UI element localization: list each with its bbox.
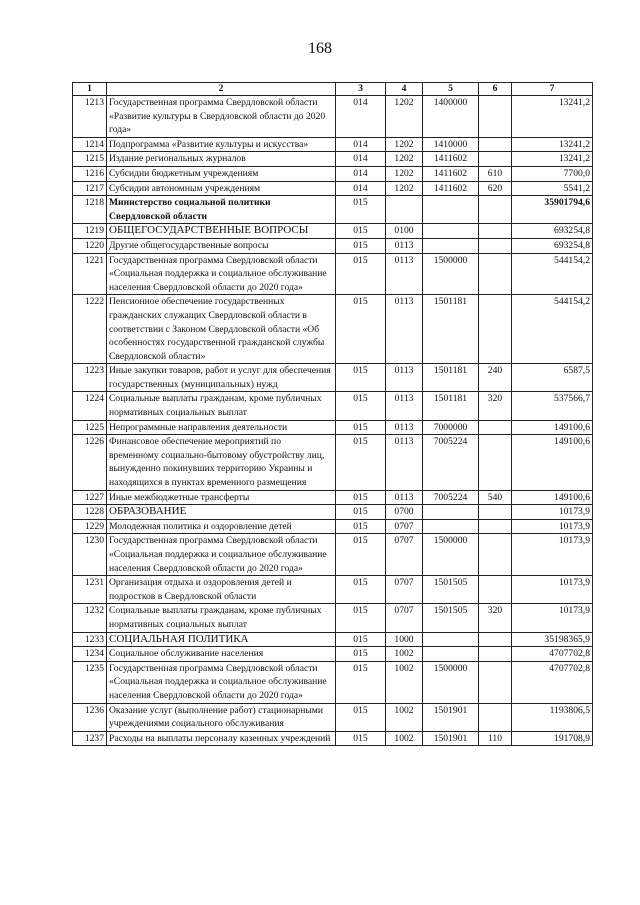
row-section-code: 1202 xyxy=(386,152,423,167)
table-header-row xyxy=(73,83,593,96)
row-section-code: 0113 xyxy=(386,253,423,295)
row-section-code: 0113 xyxy=(386,392,423,420)
row-amount: 1193806,5 xyxy=(512,703,593,731)
row-target-code: 1411602 xyxy=(423,152,479,167)
table-row xyxy=(73,295,593,364)
table-row xyxy=(73,435,593,490)
row-amount: 13241,2 xyxy=(512,152,593,167)
row-target-code: 7005224 xyxy=(423,490,479,505)
table-row xyxy=(73,661,593,703)
row-number: 1226 xyxy=(73,435,107,490)
row-target-code: 1501181 xyxy=(423,364,479,392)
row-number: 1221 xyxy=(73,253,107,295)
row-name: Иные межбюджетные трансферты xyxy=(107,490,336,505)
row-chapter-code: 015 xyxy=(336,364,386,392)
row-amount: 537566,7 xyxy=(512,392,593,420)
row-expense-type-code xyxy=(479,137,512,152)
row-amount: 6587,5 xyxy=(512,364,593,392)
row-target-code: 1410000 xyxy=(423,137,479,152)
column-header-6: 6 xyxy=(479,83,512,96)
row-number: 1215 xyxy=(73,152,107,167)
row-number: 1231 xyxy=(73,576,107,604)
table-row xyxy=(73,152,593,167)
row-target-code: 7000000 xyxy=(423,420,479,435)
row-name: Организация отдыха и оздоровления детей и подростков в Свердловской области xyxy=(107,576,336,604)
row-number: 1227 xyxy=(73,490,107,505)
row-section-code: 1000 xyxy=(386,632,423,647)
row-section-code: 0700 xyxy=(386,505,423,520)
row-number: 1233 xyxy=(73,632,107,647)
row-amount: 10173,9 xyxy=(512,576,593,604)
row-name: Молодежная политика и оздоровление детей xyxy=(107,519,336,534)
row-name: Иные закупки товаров, работ и услуг для обеспечения государственных (муниципальных) нужд xyxy=(107,364,336,392)
row-name: Расходы на выплаты персоналу казенных учреждений xyxy=(107,731,336,746)
row-name: Непрограммные направления деятельности xyxy=(107,420,336,435)
row-target-code: 1411602 xyxy=(423,181,479,196)
row-amount: 693254,8 xyxy=(512,238,593,253)
column-header-1: 1 xyxy=(73,83,107,96)
row-section-code: 0113 xyxy=(386,295,423,364)
table-row xyxy=(73,519,593,534)
row-target-code xyxy=(423,519,479,534)
row-number: 1229 xyxy=(73,519,107,534)
row-expense-type-code: 610 xyxy=(479,166,512,181)
table-row xyxy=(73,534,593,576)
row-number: 1214 xyxy=(73,137,107,152)
row-expense-type-code xyxy=(479,534,512,576)
row-target-code: 7005224 xyxy=(423,435,479,490)
row-name: Государственная программа Свердловской области «Развитие культуры в Свердловской области до 2020 года» xyxy=(107,96,336,138)
row-expense-type-code xyxy=(479,661,512,703)
row-target-code: 1501181 xyxy=(423,392,479,420)
row-chapter-code: 015 xyxy=(336,661,386,703)
table-row xyxy=(73,364,593,392)
column-header-5: 5 xyxy=(423,83,479,96)
row-number: 1237 xyxy=(73,731,107,746)
row-chapter-code: 015 xyxy=(336,238,386,253)
row-name: Издание региональных журналов xyxy=(107,152,336,167)
page-number: 168 xyxy=(308,40,332,57)
table-row xyxy=(73,166,593,181)
row-name: ОБРАЗОВАНИЕ xyxy=(107,505,336,520)
row-expense-type-code xyxy=(479,435,512,490)
row-target-code: 1501901 xyxy=(423,731,479,746)
row-chapter-code: 014 xyxy=(336,152,386,167)
row-number: 1216 xyxy=(73,166,107,181)
row-name: Государственная программа Свердловской области «Социальная поддержка и социальное обслуживание населения Свердловской области до 2020 года» xyxy=(107,253,336,295)
row-chapter-code: 015 xyxy=(336,253,386,295)
row-amount: 544154,2 xyxy=(512,253,593,295)
row-amount: 149100,6 xyxy=(512,490,593,505)
column-header-2: 2 xyxy=(107,83,336,96)
row-name: Социальные выплаты гражданам, кроме публичных нормативных социальных выплат xyxy=(107,604,336,632)
row-target-code: 1501901 xyxy=(423,703,479,731)
row-section-code: 0707 xyxy=(386,576,423,604)
row-number: 1235 xyxy=(73,661,107,703)
row-expense-type-code xyxy=(479,238,512,253)
row-section-code xyxy=(386,196,423,224)
row-name: Социальные выплаты гражданам, кроме публичных нормативных социальных выплат xyxy=(107,392,336,420)
table-row xyxy=(73,703,593,731)
row-chapter-code: 015 xyxy=(336,505,386,520)
row-amount: 10173,9 xyxy=(512,604,593,632)
row-expense-type-code: 320 xyxy=(479,604,512,632)
row-amount: 544154,2 xyxy=(512,295,593,364)
row-section-code: 1002 xyxy=(386,731,423,746)
budget-table xyxy=(72,82,593,746)
row-amount: 4707702,8 xyxy=(512,647,593,662)
row-amount: 13241,2 xyxy=(512,96,593,138)
table-row xyxy=(73,238,593,253)
row-expense-type-code xyxy=(479,96,512,138)
row-expense-type-code: 540 xyxy=(479,490,512,505)
table-row xyxy=(73,181,593,196)
row-expense-type-code xyxy=(479,224,512,239)
row-name: Государственная программа Свердловской области «Социальная поддержка и социальное обслуживание населения Свердловской области до 2020 года» xyxy=(107,661,336,703)
row-target-code xyxy=(423,224,479,239)
row-chapter-code: 015 xyxy=(336,420,386,435)
row-name: Другие общегосударственные вопросы xyxy=(107,238,336,253)
row-section-code: 0707 xyxy=(386,519,423,534)
table-row xyxy=(73,196,593,224)
row-expense-type-code xyxy=(479,647,512,662)
row-name: Социальное обслуживание населения xyxy=(107,647,336,662)
row-expense-type-code: 110 xyxy=(479,731,512,746)
row-amount: 10173,9 xyxy=(512,519,593,534)
row-chapter-code: 014 xyxy=(336,181,386,196)
row-chapter-code: 015 xyxy=(336,534,386,576)
row-chapter-code: 015 xyxy=(336,295,386,364)
column-header-3: 3 xyxy=(336,83,386,96)
row-expense-type-code xyxy=(479,703,512,731)
table-row xyxy=(73,576,593,604)
row-section-code: 0707 xyxy=(386,534,423,576)
table-row xyxy=(73,731,593,746)
row-name: Министерство социальной политики Свердловской области xyxy=(107,196,336,224)
table-body xyxy=(73,96,593,746)
row-amount: 149100,6 xyxy=(512,435,593,490)
row-amount: 149100,6 xyxy=(512,420,593,435)
row-chapter-code: 015 xyxy=(336,731,386,746)
row-chapter-code: 015 xyxy=(336,604,386,632)
table-row xyxy=(73,420,593,435)
row-chapter-code: 014 xyxy=(336,166,386,181)
table-row xyxy=(73,632,593,647)
row-amount: 13241,2 xyxy=(512,137,593,152)
row-target-code xyxy=(423,505,479,520)
row-number: 1217 xyxy=(73,181,107,196)
row-number: 1224 xyxy=(73,392,107,420)
row-expense-type-code xyxy=(479,295,512,364)
row-target-code xyxy=(423,238,479,253)
row-amount: 693254,8 xyxy=(512,224,593,239)
row-target-code: 1501181 xyxy=(423,295,479,364)
row-chapter-code: 014 xyxy=(336,137,386,152)
row-expense-type-code: 240 xyxy=(479,364,512,392)
row-expense-type-code xyxy=(479,632,512,647)
row-section-code: 1002 xyxy=(386,703,423,731)
row-section-code: 0100 xyxy=(386,224,423,239)
table-row xyxy=(73,604,593,632)
row-amount: 5541,2 xyxy=(512,181,593,196)
row-target-code xyxy=(423,196,479,224)
row-chapter-code: 015 xyxy=(336,392,386,420)
table-row xyxy=(73,96,593,138)
row-amount: 10173,9 xyxy=(512,505,593,520)
row-chapter-code: 015 xyxy=(336,196,386,224)
row-number: 1219 xyxy=(73,224,107,239)
row-number: 1220 xyxy=(73,238,107,253)
row-section-code: 1002 xyxy=(386,661,423,703)
row-target-code: 1500000 xyxy=(423,534,479,576)
row-amount: 7700,0 xyxy=(512,166,593,181)
row-section-code: 0707 xyxy=(386,604,423,632)
row-target-code: 1411602 xyxy=(423,166,479,181)
row-chapter-code: 015 xyxy=(336,435,386,490)
row-expense-type-code xyxy=(479,152,512,167)
row-chapter-code: 014 xyxy=(336,96,386,138)
row-number: 1232 xyxy=(73,604,107,632)
row-amount: 35198365,9 xyxy=(512,632,593,647)
row-name: Субсидии бюджетным учреждениям xyxy=(107,166,336,181)
row-name: ОБЩЕГОСУДАРСТВЕННЫЕ ВОПРОСЫ xyxy=(107,224,336,239)
table-row xyxy=(73,224,593,239)
row-number: 1222 xyxy=(73,295,107,364)
row-name: Государственная программа Свердловской области «Социальная поддержка и социальное обслуживание населения Свердловской области до 2020 года» xyxy=(107,534,336,576)
row-target-code xyxy=(423,647,479,662)
row-section-code: 0113 xyxy=(386,364,423,392)
row-name: Оказание услуг (выполнение работ) стационарными учреждениями социального обслуживания xyxy=(107,703,336,731)
row-expense-type-code xyxy=(479,420,512,435)
row-target-code xyxy=(423,632,479,647)
table-row xyxy=(73,253,593,295)
row-number: 1228 xyxy=(73,505,107,520)
row-number: 1234 xyxy=(73,647,107,662)
row-target-code: 1501505 xyxy=(423,576,479,604)
row-expense-type-code xyxy=(479,196,512,224)
row-name: Субсидии автономным учреждениям xyxy=(107,181,336,196)
row-name: СОЦИАЛЬНАЯ ПОЛИТИКА xyxy=(107,632,336,647)
row-target-code: 1400000 xyxy=(423,96,479,138)
table-row xyxy=(73,137,593,152)
table-row xyxy=(73,647,593,662)
row-amount: 191708,9 xyxy=(512,731,593,746)
row-amount: 4707702,8 xyxy=(512,661,593,703)
row-amount: 10173,9 xyxy=(512,534,593,576)
column-header-7: 7 xyxy=(512,83,593,96)
row-section-code: 1202 xyxy=(386,137,423,152)
row-expense-type-code xyxy=(479,519,512,534)
row-chapter-code: 015 xyxy=(336,576,386,604)
row-target-code: 1500000 xyxy=(423,661,479,703)
row-chapter-code: 015 xyxy=(336,632,386,647)
row-number: 1218 xyxy=(73,196,107,224)
row-number: 1223 xyxy=(73,364,107,392)
row-number: 1213 xyxy=(73,96,107,138)
table-row xyxy=(73,392,593,420)
row-section-code: 1002 xyxy=(386,647,423,662)
row-section-code: 0113 xyxy=(386,490,423,505)
row-chapter-code: 015 xyxy=(336,647,386,662)
row-chapter-code: 015 xyxy=(336,703,386,731)
row-section-code: 1202 xyxy=(386,181,423,196)
row-section-code: 0113 xyxy=(386,238,423,253)
table-row xyxy=(73,505,593,520)
row-number: 1230 xyxy=(73,534,107,576)
table-row xyxy=(73,490,593,505)
row-number: 1236 xyxy=(73,703,107,731)
row-expense-type-code: 320 xyxy=(479,392,512,420)
row-name: Подпрограмма «Развитие культуры и искусства» xyxy=(107,137,336,152)
row-name: Пенсионное обеспечение государственных гражданских служащих Свердловской области в соответствии с Законом Свердловской области «Об особенностях государственной гражданской службы Свердловской области» xyxy=(107,295,336,364)
row-expense-type-code: 620 xyxy=(479,181,512,196)
row-chapter-code: 015 xyxy=(336,519,386,534)
row-expense-type-code xyxy=(479,576,512,604)
row-section-code: 1202 xyxy=(386,166,423,181)
row-expense-type-code xyxy=(479,253,512,295)
row-expense-type-code xyxy=(479,505,512,520)
column-header-4: 4 xyxy=(386,83,423,96)
row-target-code: 1500000 xyxy=(423,253,479,295)
row-name: Финансовое обеспечение мероприятий по временному социально-бытовому обустройству лиц, вынужденно покинувших территорию Украины и находящихся в пунктах временного размещения xyxy=(107,435,336,490)
row-chapter-code: 015 xyxy=(336,490,386,505)
row-section-code: 0113 xyxy=(386,420,423,435)
row-amount: 35901794,6 xyxy=(512,196,593,224)
row-number: 1225 xyxy=(73,420,107,435)
row-section-code: 0113 xyxy=(386,435,423,490)
row-target-code: 1501505 xyxy=(423,604,479,632)
row-chapter-code: 015 xyxy=(336,224,386,239)
row-section-code: 1202 xyxy=(386,96,423,138)
